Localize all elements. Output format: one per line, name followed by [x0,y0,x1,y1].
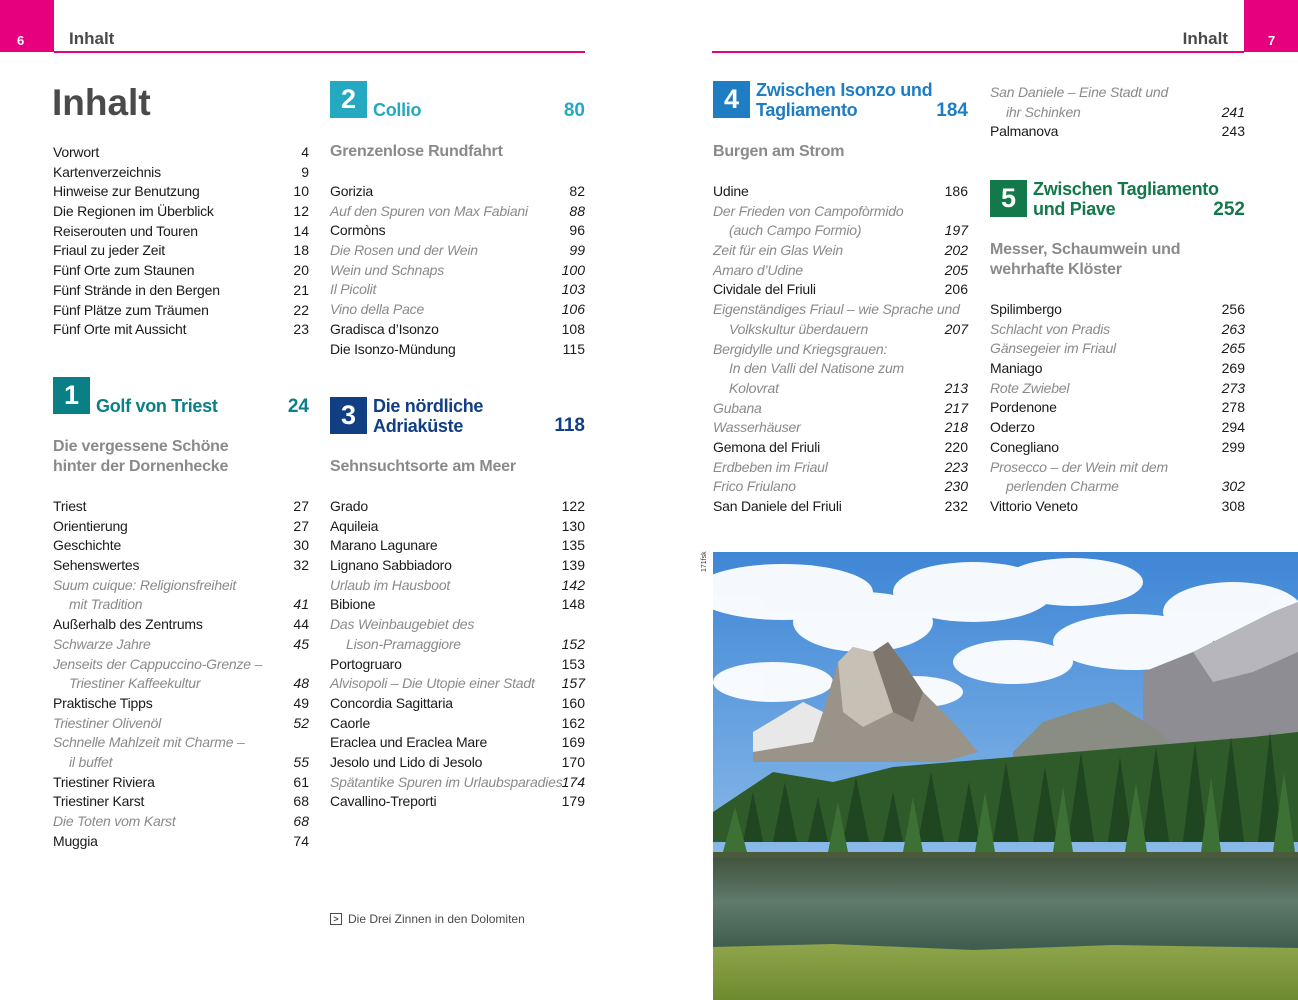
toc-entry[interactable] [330,615,585,635]
toc-entry-page: 122 [561,498,585,514]
toc-entry-page: 48 [293,675,309,692]
toc-entry-title: Schwarze Jahre [53,635,151,652]
toc-entry-page: 174 [561,773,585,790]
toc-entry[interactable]: Die Regionen im Überblick 12 [53,203,309,220]
toc-entry[interactable] [713,458,968,478]
toc-entry-page: 103 [561,281,585,298]
toc-entry-page: 256 [1221,301,1245,317]
toc-entry-page: 162 [561,714,585,731]
toc-entry[interactable] [713,182,968,202]
toc-entry-title: Wein und Schnaps [330,261,445,278]
toc-entry-page: 139 [561,557,585,574]
toc-entry[interactable] [330,753,585,773]
toc-entry[interactable] [330,221,585,241]
toc-entry-page: 32 [293,557,309,574]
dolomites-lake-illustration [713,552,1298,1000]
toc-entry-title: Zeit für ein Glas Wein [713,242,843,259]
toc-entry[interactable] [330,241,585,261]
toc-entry-title: Schlacht von Pradis [990,320,1110,337]
toc-entry[interactable] [330,714,585,734]
toc-entry-title: San Daniele – Eine Stadt und [990,84,1169,100]
toc-entry-title: Eigenständiges Friaul – wie Sprache und [713,301,960,318]
toc-entry-page: 160 [561,694,585,711]
toc-entry[interactable] [713,280,968,300]
toc-entry-page: 179 [561,793,585,810]
toc-entry-page: 213 [944,379,968,396]
toc-entry-title: Vittorio Veneto [990,497,1078,514]
toc-entry-title: Spilimbergo [990,301,1062,317]
toc-entry-page: 55 [293,753,309,770]
toc-entry[interactable] [990,339,1245,359]
chapter-5-subtitle: Messer, Schaumwein und wehrhafte Klöster [990,241,1181,278]
toc-entry-page: 269 [1221,360,1245,377]
chapter-title: Die nördliche Adriaküste [373,396,484,436]
toc-entry[interactable] [53,694,309,714]
chapter-2-heading[interactable] [330,81,585,121]
toc-entry-title: Kolovrat [729,379,779,396]
toc-entry-page: 232 [944,498,968,514]
toc-entry[interactable] [713,241,968,261]
photo-caption-text: Die Drei Zinnen in den Dolomiten [348,912,525,926]
toc-entry[interactable] [330,261,585,281]
photo-caption [330,912,525,926]
toc-entry-title: Gänsegeier im Friaul [990,340,1116,357]
toc-entry[interactable] [713,202,968,222]
toc-entry[interactable] [713,418,968,438]
toc-entry-page: 41 [293,596,309,613]
toc-entry-title: Caorle [330,714,371,731]
toc-entry[interactable] [330,556,585,576]
toc-entry[interactable] [53,517,309,537]
toc-entry-page: 217 [944,399,968,416]
toc-entry[interactable] [53,536,309,556]
toc-entry[interactable] [330,655,585,675]
toc-entry-page: 308 [1221,497,1245,514]
toc-entry[interactable]: Fünf Strände in den Bergen 21 [53,281,309,298]
toc-entry-title: perlenden Charme [1006,478,1119,495]
toc-entry-page: 157 [561,675,585,692]
toc-entry-title: Die Isonzo-Mündung [330,340,456,357]
toc-entry-title: Portogruaro [330,655,402,672]
chapter-number-badge: 5 [990,180,1027,217]
header-rule-right [712,51,1244,53]
toc-entry[interactable] [330,635,585,655]
toc-entry-title: Udine [713,183,749,199]
toc-entry-page: 230 [944,478,968,495]
toc-entry-page: 241 [1221,103,1245,120]
toc-entry-page: 88 [569,202,585,219]
chapter-page: 80 [563,100,585,121]
toc-entry-page: 273 [1221,379,1245,396]
toc-entry-title: Geschichte [53,537,122,554]
toc-entry-page: 68 [293,793,309,810]
toc-entry[interactable] [990,300,1245,320]
page-number-left: 6 [17,33,25,48]
chapter-1-subtitle: Die vergessene Schöne hinter der Dornenhecke [53,438,229,475]
toc-entry[interactable] [53,714,309,734]
toc-entry[interactable] [990,458,1245,478]
toc-entry-page: 148 [561,596,585,613]
toc-entry-page: 135 [561,537,585,554]
toc-entry-title: San Daniele del Friuli [713,498,842,514]
toc-entry-page: 68 [293,813,309,829]
toc-entry-page: 82 [569,183,585,199]
toc-entry-page: 106 [561,301,585,318]
toc-entry-title: Vino della Pace [330,301,425,318]
toc-entry-title: Urlaub im Hausboot [330,576,451,593]
toc-entry-title: Jesolo und Lido di Jesolo [330,753,483,770]
toc-entry-title: mit Tradition [69,596,143,613]
toc-entry[interactable] [330,733,585,753]
toc-entry[interactable]: Hinweise zur Benutzung 10 [53,183,309,200]
toc-entry[interactable] [53,635,309,655]
toc-entry-page: 30 [293,537,309,554]
toc-entry[interactable] [53,497,309,517]
toc-entry-page: 294 [1221,419,1245,436]
toc-entry-title: Triestiner Karst [53,793,145,810]
toc-entry-page: 108 [561,320,585,337]
toc-entry[interactable] [330,694,585,714]
toc-entry-page: 115 [562,340,585,357]
toc-entry[interactable] [330,202,585,222]
chapter-4-heading[interactable] [713,81,968,121]
toc-entry-title: Rote Zwiebel [990,379,1070,396]
toc-entry[interactable] [713,497,968,517]
toc-entry-title: (auch Campo Formio) [729,222,862,239]
toc-entry[interactable] [990,359,1245,379]
toc-entry-title: Wasserhäuser [713,419,801,436]
chapter-4-toc-list [713,182,968,517]
chapter-page: 184 [936,100,968,121]
toc-entry-title: Triestiner Kaffeekultur [69,675,201,692]
toc-entry-title: Concordia Sagittaria [330,694,453,711]
toc-entry-title: Das Weinbaugebiet des [330,616,475,633]
toc-entry-page: 153 [561,655,585,672]
toc-entry[interactable] [713,221,968,241]
toc-entry-title: Jenseits der Cappuccino-Grenze – [53,655,263,672]
toc-entry[interactable] [713,340,968,360]
chapter-1-heading[interactable] [53,377,309,417]
toc-entry-page: 265 [1221,340,1245,357]
toc-entry-title: Sehenswertes [53,557,140,574]
chapter-5-heading[interactable] [990,180,1245,220]
toc-entry-title: Cavallino-Treporti [330,793,437,810]
toc-entry-page: 206 [944,281,968,298]
toc-entry-title: Pordenone [990,399,1057,416]
toc-entry[interactable] [53,595,309,615]
toc-entry[interactable]: Friaul zu jeder Zeit 18 [53,242,309,259]
chapter-page: 24 [287,396,309,417]
chapter-page: 252 [1213,199,1245,220]
toc-entry-page: 61 [293,773,309,790]
toc-entry-title: Gemona del Friuli [713,438,821,455]
toc-entry-title: Bergidylle und Kriegsgrauen: [713,340,888,357]
landscape-photo [713,552,1298,1000]
toc-entry[interactable] [330,792,585,812]
toc-entry-title: Die Toten vom Karst [53,813,176,829]
toc-entry-page: 130 [561,517,585,534]
toc-entry-title: Gubana [713,399,762,416]
toc-entry[interactable] [713,300,968,320]
toc-entry-page: 169 [561,734,585,751]
toc-entry-page: 52 [293,714,309,731]
toc-entry[interactable] [713,320,968,340]
intro-toc-list [53,143,309,340]
toc-entry-page: 202 [944,242,968,259]
toc-entry-title: Praktische Tipps [53,694,153,711]
toc-entry-page: 207 [944,320,968,337]
toc-entry-title: Schnelle Mahlzeit mit Charme – [53,734,245,751]
chapter-4-subtitle: Burgen am Strom [713,143,845,160]
toc-entry-page: 263 [1221,320,1245,337]
toc-entry[interactable]: Fünf Plätze zum Träumen 22 [53,301,309,318]
running-title-right: Inhalt [1182,29,1228,48]
toc-entry[interactable] [330,517,585,537]
toc-entry-page: 49 [293,694,309,711]
toc-entry-page: 278 [1221,399,1245,416]
toc-entry-title: Alvisopoli – Die Utopie einer Stadt [330,675,535,692]
toc-entry-title: Triestiner Riviera [53,773,155,790]
toc-entry-page: 45 [293,635,309,652]
toc-entry-title: Außerhalb des Zentrums [53,616,203,633]
toc-entry[interactable] [713,438,968,458]
toc-entry[interactable] [990,83,1245,103]
toc-entry[interactable] [53,674,309,694]
toc-entry[interactable] [53,832,309,852]
toc-entry-title: Lignano Sabbiadoro [330,557,452,574]
toc-entry-title: Amaro d’Udine [713,261,803,278]
toc-entry[interactable] [330,595,585,615]
toc-entry-title: Gorizia [330,183,373,199]
toc-entry[interactable] [713,379,968,399]
toc-entry-page: 243 [1221,123,1245,140]
chapter-title: Zwischen Isonzo und Tagliamento [756,80,933,120]
toc-entry-title: Lison-Pramaggiore [346,635,461,652]
toc-entry-page: 27 [293,498,309,514]
toc-entry[interactable] [330,280,585,300]
chapter-number-badge: 3 [330,397,367,434]
photo-credit: 171fsk [701,551,708,572]
toc-entry-title: Die Rosen und der Wein [330,242,478,259]
toc-entry-title: ihr Schinken [1006,103,1081,120]
toc-entry[interactable] [330,576,585,596]
toc-entry[interactable] [713,477,968,497]
toc-entry-title: Volkskultur überdauern [729,320,869,337]
page-title: Inhalt [52,82,151,123]
toc-entry[interactable] [330,773,585,793]
toc-entry-title: Suum cuique: Religionsfreiheit [53,576,237,593]
toc-entry[interactable] [53,655,309,675]
toc-entry-title: Cormòns [330,222,386,239]
toc-entry-page: 100 [561,261,585,278]
page-number-tab-right [1244,0,1298,52]
header-rule-left [54,51,585,53]
toc-entry-page: 170 [561,753,585,770]
chapter-2-subtitle: Grenzenlose Rundfahrt [330,143,503,160]
chapter-1-toc-list [53,497,309,851]
toc-entry[interactable] [330,320,585,340]
toc-entry[interactable] [990,379,1245,399]
toc-entry[interactable] [53,615,309,635]
chapter-2-toc-list [330,182,585,359]
chapter-title: Collio [373,100,422,120]
chapter-5-toc-list [990,300,1245,517]
toc-entry-title: Erdbeben im Friaul [713,458,828,475]
toc-entry[interactable] [53,753,309,773]
toc-entry[interactable] [990,497,1245,517]
toc-entry[interactable] [713,399,968,419]
toc-entry-page: 197 [944,222,968,239]
toc-entry-page: 74 [293,832,309,849]
toc-entry-title: Triestiner Olivenöl [53,714,161,731]
toc-entry[interactable] [713,261,968,281]
toc-entry-page: 186 [944,183,968,199]
toc-entry-page: 142 [561,576,585,593]
toc-entry-title: Eraclea und Eraclea Mare [330,734,488,751]
toc-entry[interactable] [330,340,585,360]
toc-entry[interactable] [53,773,309,793]
toc-entry-title: Der Frieden von Campofòrmido [713,202,904,219]
toc-entry[interactable] [53,576,309,596]
toc-entry[interactable] [53,792,309,812]
chapter-number-badge: 2 [330,81,367,118]
toc-entry[interactable] [330,536,585,556]
toc-entry-title: Prosecco – der Wein mit dem [990,458,1168,475]
toc-entry[interactable] [990,398,1245,418]
toc-entry[interactable] [330,300,585,320]
toc-entry[interactable] [330,182,585,202]
page-number-tab-left [0,0,54,52]
toc-entry[interactable] [990,477,1245,497]
toc-entry-page: 27 [293,517,309,534]
page-number-right: 7 [1268,33,1276,48]
chapter-3-subtitle: Sehnsuchtsorte am Meer [330,458,516,475]
toc-entry-title: Oderzo [990,419,1035,436]
toc-entry[interactable]: Fünf Orte zum Staunen 20 [53,262,309,279]
toc-entry[interactable]: Vorwort 4 [53,144,309,160]
toc-entry-page: 96 [569,222,585,239]
toc-entry-title: Maniago [990,360,1043,377]
toc-entry-page: 223 [944,458,968,475]
toc-entry[interactable] [330,674,585,694]
toc-entry-page: 152 [561,635,585,652]
arrow-right-icon: > [330,913,342,925]
chapter-page: 118 [554,415,585,436]
toc-entry-title: Spätantike Spuren im Urlaubsparadies [330,773,563,790]
chapter-title: Zwischen Tagliamento und Piave [1033,179,1219,219]
toc-entry-page: 44 [293,616,309,633]
toc-entry-title: Muggia [53,832,98,849]
toc-entry[interactable] [990,320,1245,340]
toc-entry[interactable] [713,359,968,379]
chapter-3-toc-list [330,497,585,812]
chapter-3-heading[interactable] [330,397,585,437]
chapter-title: Golf von Triest [96,396,218,416]
toc-entry-page: 302 [1221,478,1245,495]
toc-entry-title: Orientierung [53,517,128,534]
toc-entry[interactable] [330,497,585,517]
chapter-4-toc-list-continued [990,83,1245,142]
toc-entry-page: 99 [569,242,585,259]
toc-entry[interactable] [53,556,309,576]
toc-entry-title: Auf den Spuren von Max Fabiani [330,202,528,219]
toc-entry-title: Il Picolit [330,281,377,298]
toc-entry-title: Triest [53,498,87,514]
toc-entry[interactable]: Kartenverzeichnis 9 [53,163,309,180]
toc-entry-title: Bibione [330,596,376,613]
toc-entry-page: 220 [944,438,968,455]
toc-entry-title: il buffet [69,753,113,770]
toc-entry[interactable] [53,812,309,832]
toc-entry[interactable]: Reiserouten und Touren 14 [53,222,309,239]
toc-entry[interactable] [990,122,1245,142]
toc-entry-title: Aquileia [330,517,379,534]
toc-entry-page: 299 [1221,438,1245,455]
toc-entry-page: 218 [944,419,968,436]
chapter-number-badge: 1 [53,377,90,414]
toc-entry-title: Frico Friulano [713,478,796,495]
toc-entry-title: Marano Lagunare [330,537,438,554]
running-title-left: Inhalt [69,29,115,48]
toc-entry[interactable] [53,733,309,753]
toc-entry-title: Palmanova [990,123,1059,140]
toc-entry-title: Gradisca d’Isonzo [330,320,439,337]
toc-entry[interactable]: Fünf Orte mit Aussicht 23 [53,321,309,338]
toc-entry[interactable] [990,418,1245,438]
toc-entry-title: Cividale del Friuli [713,281,816,298]
toc-entry-title: Conegliano [990,438,1059,455]
chapter-number-badge: 4 [713,81,750,118]
toc-entry[interactable] [990,103,1245,123]
toc-entry-page: 205 [944,261,968,278]
toc-entry-title: Grado [330,498,368,514]
toc-entry-title: In den Valli del Natisone zum [729,360,905,377]
toc-entry[interactable] [990,438,1245,458]
